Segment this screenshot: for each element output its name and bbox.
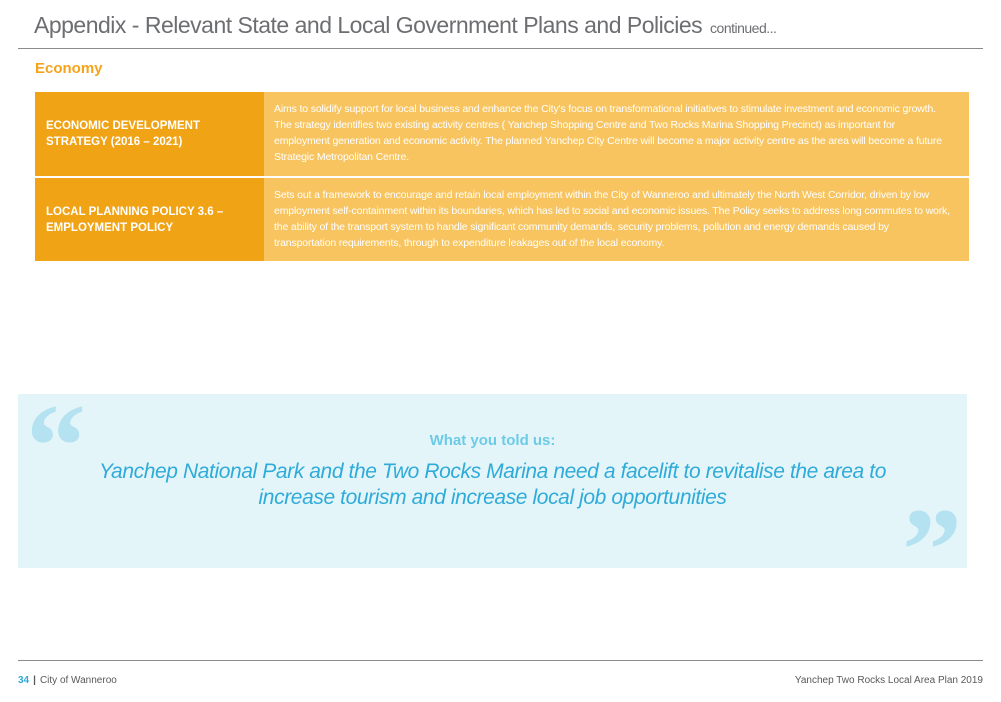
- policy-description: Aims to solidify support for local business and enhance the City's focus on transformational initiatives to stimulate investment and economic growth. The strategy identifies two existing activity centres ( Yanchep Shopping Centre and Two Rocks Marina Shopping Precinct) as important for employment generation and economic activity. The planned Yanchep City Centre will become a major activity centre as the area will become a future Strategic Metropolitan Centre.: [264, 92, 969, 176]
- open-quote-icon: “: [26, 379, 86, 512]
- page-title-text: Appendix - Relevant State and Local Government Plans and Policies: [34, 12, 703, 38]
- page-title-continued: continued...: [710, 20, 777, 36]
- community-quote-box: [18, 379, 967, 616]
- policy-title: [35, 92, 264, 176]
- footer-divider: [18, 660, 983, 661]
- page-number: 34: [18, 675, 30, 686]
- header-divider: [18, 48, 983, 49]
- policy-description: Sets out a framework to encourage and retain local employment within the City of Wanneroo and ultimately the North West Corridor, driven by low employment self-containment within its boundaries, which has led to social and economic issues. The Policy seeks to address long commutes to work, the ability of the transport system to handle significant community demands, security problems, pollution and energy demands caused by transportation requirements, through to expenditure leakages out of the local economy.: [264, 178, 969, 261]
- organisation-name: City of Wanneroo: [39, 675, 117, 686]
- page-title: [34, 12, 776, 39]
- quote-label: What you told us:: [429, 432, 556, 449]
- policy-title-text: LOCAL PLANNING POLICY 3.6 – EMPLOYMENT POLICY: [46, 205, 224, 234]
- footer-separator: |: [33, 675, 36, 686]
- close-quote-icon: ”: [902, 483, 962, 616]
- policy-table: [35, 92, 969, 261]
- table-row: [35, 176, 969, 261]
- policy-title-text: ECONOMIC DEVELOPMENT STRATEGY (2016 – 2021): [46, 120, 200, 148]
- table-row: [35, 92, 969, 176]
- document-title: Yanchep Two Rocks Local Area Plan 2019: [794, 675, 983, 686]
- section-heading: Economy: [35, 60, 103, 77]
- footer-left: [18, 675, 117, 686]
- quote-text: Yanchep National Park and the Two Rocks Marina need a facelift to revitalise the area to increase tourism and increase local job opportunities: [99, 460, 886, 509]
- policy-title: [35, 178, 264, 261]
